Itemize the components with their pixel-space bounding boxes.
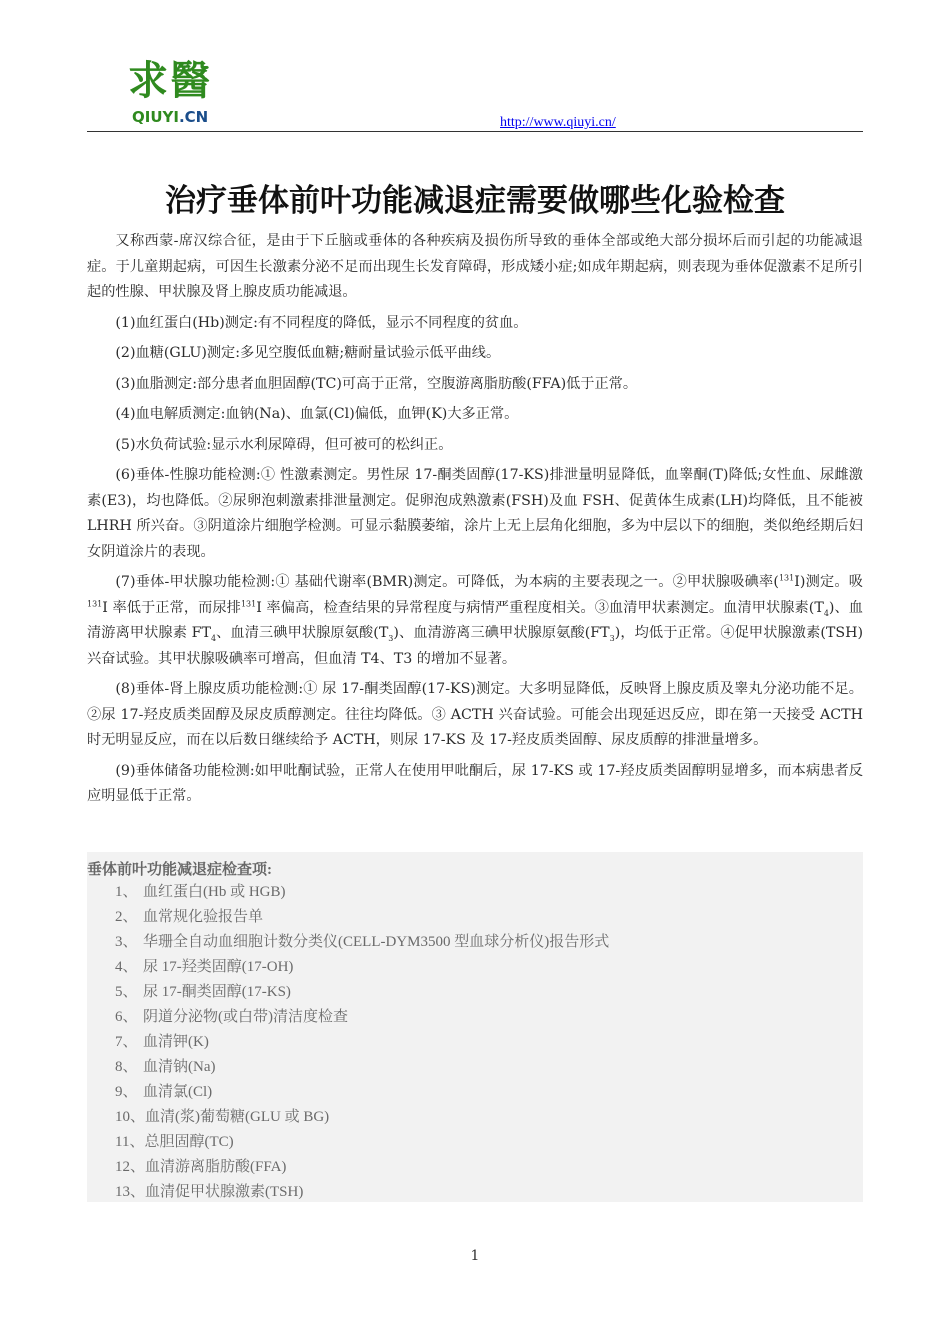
list-item[interactable]: 9、 血清氯(Cl)	[115, 1084, 213, 1100]
paragraph-water-load: (5)水负荷试验:显示水利尿障碍，但可被可的松纠正。	[115, 436, 453, 453]
list-item[interactable]: 4、 尿 17-羟类固醇(17-OH)	[115, 959, 294, 975]
page-title: 治疗垂体前叶功能减退症需要做哪些化验检查	[165, 183, 785, 219]
paragraph-thyroid: (7)垂体-甲状腺功能检测:① 基础代谢率(BMR)测定。可降低，为本病的主要表现之一。②甲状腺吸碘率($^{131}$I)测定。吸$^{131}$I 率低于正常，而尿排$^{131}$I 率偏高，检查结果的异常程度与病情严重程度相关。③血清甲状素测定。血清甲状腺素$(T_4)$、血清游离甲状腺素 $FT_4$、血清三碘甲状腺原氨酸$(T_3)$、血清游离三碘甲状腺原氨酸$(FT_3)$，均低于正常。④促甲状腺激素(TSH)兴奋试验。其甲状腺吸碘率可增高，但血清 T4、T3 的增加不显著。	[87, 573, 863, 667]
paragraph-gonad: (6)垂体-性腺功能检测:① 性激素测定。男性尿 17-酮类固醇(17-KS)排泄量明显降低，血睾酮(T)降低;女性血、尿雌激素(E3)，均也降低。②尿卵泡刺激素排泄量测定。促卵泡成熟激素(FSH)及血 FSH、促黄体生成素(LH)均降低，且不能被 LHRH 所兴奋。③阴道涂片细胞学检测。可显示黏膜萎缩，涂片上无上层角化细胞，多为中层以下的细胞，类似绝经期后妇女阴道涂片的表现。	[87, 467, 863, 560]
paragraph-hb: (1)血红蛋白(Hb)测定:有不同程度的降低，显示不同程度的贫血。	[115, 314, 528, 331]
qiuyi-logo[interactable]	[128, 58, 228, 130]
article-body	[87, 229, 863, 815]
list-item[interactable]: 2、 血常规化验报告单	[115, 909, 264, 925]
site-url-link[interactable]: http://www.qiuyi.cn/	[500, 115, 616, 130]
header-divider	[87, 131, 863, 132]
list-item[interactable]: 1、 血红蛋白(Hb 或 HGB)	[115, 884, 286, 900]
list-item[interactable]: 10、血清(浆)葡萄糖(GLU 或 BG)	[115, 1109, 330, 1125]
paragraph-electrolyte: (4)血电解质测定:血钠(Na)、血氯(Cl)偏低，血钾(K)大多正常。	[115, 406, 519, 422]
checklist-box	[87, 852, 863, 1202]
checklist-list	[115, 880, 609, 1205]
list-item[interactable]: 8、 血清钠(Na)	[115, 1059, 216, 1075]
list-item[interactable]: 6、 阴道分泌物(或白带)清洁度检查	[115, 1009, 348, 1025]
logo-english-text	[132, 108, 208, 126]
list-item[interactable]: 11、总胆固醇(TC)	[115, 1134, 234, 1150]
logo-en-domain: .CN	[178, 108, 209, 126]
logo-chinese-text: 求醫	[128, 57, 212, 104]
checklist-title: 垂体前叶功能减退症检查项:	[87, 862, 272, 878]
paragraph-adrenal: (8)垂体-肾上腺皮质功能检测:① 尿 17-酮类固醇(17-KS)测定。大多明显降低，反映肾上腺皮质及睾丸分泌功能不足。②尿 17-羟皮质类固醇及尿皮质醇测定。往往均降低。③ ACTH 兴奋试验。可能会出现延迟反应，即在第一天接受 ACTH 时无明显反应，而在以后数日继续给予 ACTH，则尿 17-KS 及 17-羟皮质类固醇、尿皮质醇的排泄量增多。	[87, 681, 863, 748]
list-item[interactable]: 3、 华珊全自动血细胞计数分类仪(CELL-DYM3500 型血球分析仪)报告形式	[115, 934, 610, 950]
list-item[interactable]: 12、血清游离脂肪酸(FFA)	[115, 1159, 287, 1175]
paragraph-glu: (2)血糖(GLU)测定:多见空腹低血糖;糖耐量试验示低平曲线。	[115, 345, 501, 361]
paragraph-lipid: (3)血脂测定:部分患者血胆固醇(TC)可高于正常，空腹游离脂肪酸(FFA)低于正常。	[115, 375, 638, 392]
logo-en-main: QIUYI	[132, 108, 179, 126]
list-item[interactable]: 13、血清促甲状腺激素(TSH)	[115, 1184, 304, 1200]
intro-paragraph: 又称西蒙-席汉综合征，是由于下丘脑或垂体的各种疾病及损伤所导致的垂体全部或绝大部分损坏后而引起的功能减退症。于儿童期起病，可因生长激素分泌不足而出现生长发育障碍，形成矮小症;如成年期起病，则表现为垂体促激素不足所引起的性腺、甲状腺及肾上腺皮质功能减退。	[87, 233, 863, 300]
paragraph-reserve: (9)垂体储备功能检测:如甲吡酮试验，正常人在使用甲吡酮后，尿 17-KS 或 17-羟皮质类固醇明显增多，而本病患者反应明显低于正常。	[87, 762, 863, 804]
list-item[interactable]: 5、 尿 17-酮类固醇(17-KS)	[115, 984, 291, 1000]
page-number: 1	[470, 1248, 480, 1264]
list-item[interactable]: 7、 血清钾(K)	[115, 1034, 209, 1050]
